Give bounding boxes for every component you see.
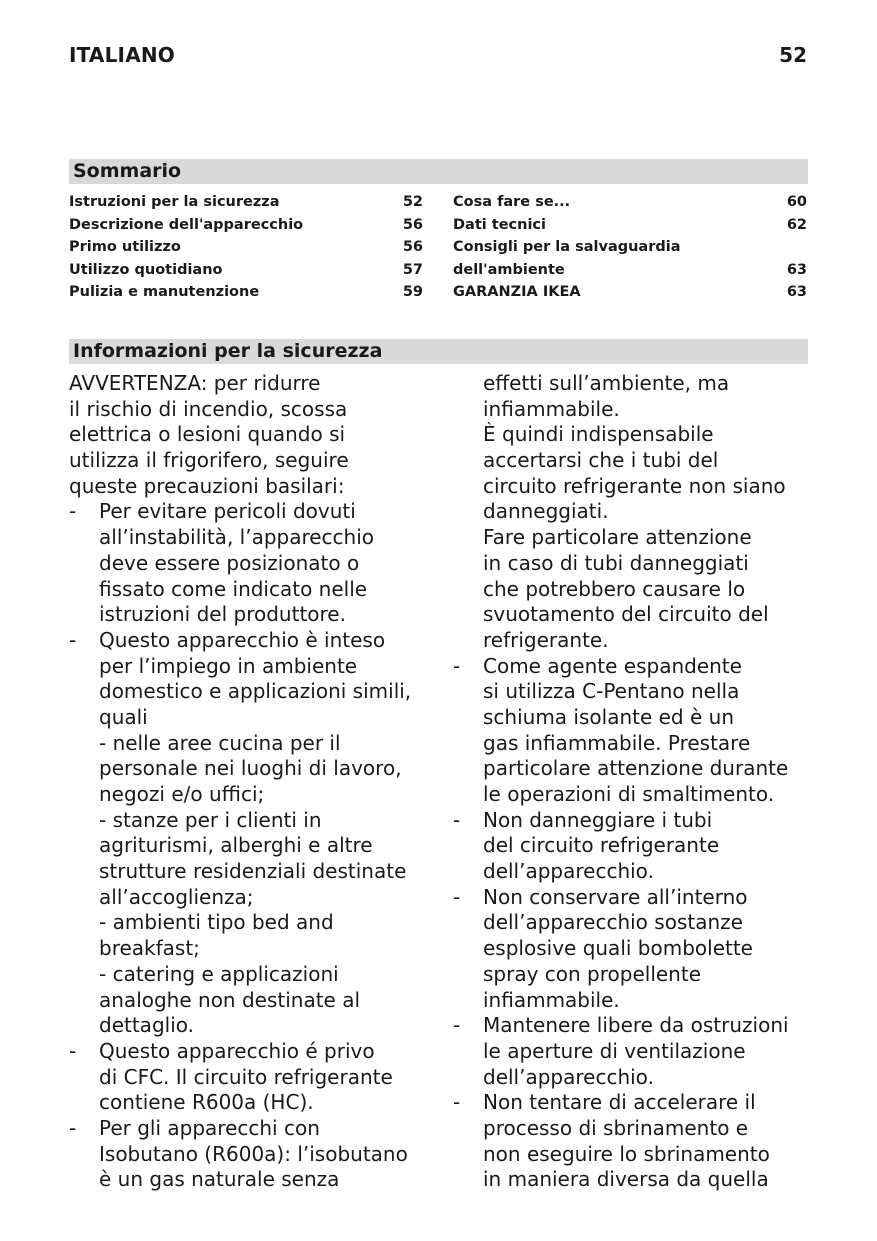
text-line <box>69 731 439 757</box>
toc-entry-label: Pulizia e manutenzione <box>69 284 260 300</box>
text-line <box>453 808 813 834</box>
text-line <box>69 499 439 525</box>
text-line-content: Non conservare all’interno <box>483 884 748 909</box>
text-line-content: - ambienti tipo bed and <box>99 910 334 935</box>
text-line-content: - catering e applicazioni <box>99 961 339 986</box>
text-line-content: negozi e/o uffici; <box>99 782 265 806</box>
text-line <box>453 654 813 680</box>
text-line-content: Mantenere libere da ostruzioni <box>483 1013 789 1038</box>
safety-heading-bar <box>69 339 808 364</box>
toc-entry-page: 59 <box>402 284 423 300</box>
text-line-content: dell’apparecchio. <box>483 859 654 884</box>
toc-left-column <box>69 191 423 304</box>
text-line-content: personale nei luoghi di lavoro, <box>99 756 402 781</box>
toc-entry <box>69 259 423 282</box>
text-line <box>453 936 813 962</box>
text-line-content: È quindi indispensabile <box>483 422 714 447</box>
text-line <box>453 756 813 782</box>
text-line <box>453 679 813 705</box>
toc-entry <box>453 259 807 282</box>
text-line-content: esplosive quali bombolette <box>483 936 753 961</box>
text-line <box>453 448 813 474</box>
text-line-content: dettaglio. <box>99 1013 194 1038</box>
toc-entry-label: Descrizione dell'apparecchio <box>69 216 304 233</box>
text-line <box>69 833 439 859</box>
text-line <box>453 371 813 397</box>
text-line <box>453 422 813 448</box>
text-line-content: istruzioni del produttore. <box>99 602 346 627</box>
text-line-content: svuotamento del circuito del <box>483 602 769 627</box>
safety-text-left-column <box>69 371 439 1193</box>
text-line-content: dell’apparecchio. <box>483 1064 654 1089</box>
text-line-content: - nelle aree cucina per il <box>99 730 341 755</box>
toc-entry-label: Consigli per la salvaguardia <box>453 239 681 255</box>
bullet-dash: - <box>453 1013 461 1038</box>
text-line-content: Per evitare pericoli dovuti <box>99 499 356 524</box>
text-line <box>453 474 813 500</box>
text-line <box>69 422 439 448</box>
toc-entry-page: 57 <box>402 261 423 278</box>
toc-entry <box>453 281 807 304</box>
text-line <box>69 1142 439 1168</box>
toc-entry-page: 56 <box>402 239 423 255</box>
text-line <box>69 397 439 423</box>
text-line-content: il rischio di incendio, scossa <box>69 396 348 421</box>
text-line-content: domestico e applicazioni simili, <box>99 679 412 704</box>
text-line-content: che potrebbero causare lo <box>483 576 746 601</box>
text-line-content: spray con propellente <box>483 961 702 986</box>
text-line-content: quali <box>99 704 148 729</box>
text-line <box>69 551 439 577</box>
text-line <box>69 910 439 936</box>
bullet-dash: - <box>69 1115 77 1140</box>
text-line <box>69 859 439 885</box>
text-line <box>453 1142 813 1168</box>
text-line-content: infiammabile. <box>483 396 620 421</box>
text-line <box>69 936 439 962</box>
toc-entry <box>69 236 423 259</box>
text-line-content: gas infiammabile. Prestare <box>483 730 751 755</box>
toc-entry <box>69 281 423 304</box>
bullet-dash: - <box>453 1090 461 1115</box>
text-line-content: - stanze per i clienti in <box>99 807 322 832</box>
toc-right-column <box>453 191 807 304</box>
text-line <box>69 602 439 628</box>
text-line <box>69 782 439 808</box>
text-line <box>69 577 439 603</box>
text-line-content: contiene R600a (HC). <box>99 1090 314 1115</box>
text-line <box>69 679 439 705</box>
text-line-content: analoghe non destinate al <box>99 987 361 1012</box>
toc-entry-page: 60 <box>786 194 807 210</box>
toc-heading-bar <box>69 159 808 184</box>
text-line-content: all’instabilità, l’apparecchio <box>99 525 375 550</box>
text-line-content: AVVERTENZA: per ridurre <box>69 371 321 395</box>
text-line <box>69 654 439 680</box>
text-line <box>453 833 813 859</box>
toc-entry-page: 56 <box>402 216 423 233</box>
page-number: 52 <box>779 43 807 67</box>
text-line <box>453 577 813 603</box>
toc-entry-label: dell'ambiente <box>453 261 565 278</box>
text-line <box>69 474 439 500</box>
text-line-content: Non tentare di accelerare il <box>483 1090 756 1115</box>
text-line <box>69 808 439 834</box>
text-line <box>453 551 813 577</box>
toc-entry <box>453 236 807 259</box>
text-line <box>453 602 813 628</box>
text-line-content: accertarsi che i tubi del <box>483 448 719 473</box>
text-line <box>453 1116 813 1142</box>
text-line <box>453 1013 813 1039</box>
text-line <box>69 1039 439 1065</box>
safety-title: Informazioni per la sicurezza <box>73 340 383 362</box>
toc-entry-page: 63 <box>786 284 807 300</box>
toc-entry <box>453 191 807 214</box>
text-line-content: Questo apparecchio é privo <box>99 1038 375 1063</box>
text-line <box>69 1065 439 1091</box>
text-line <box>69 705 439 731</box>
bullet-dash: - <box>453 884 461 909</box>
text-line <box>453 859 813 885</box>
toc-entry-page: 63 <box>786 261 807 278</box>
text-line <box>69 1116 439 1142</box>
toc-entry-label: Dati tecnici <box>453 216 546 233</box>
text-line-content: è un gas naturale senza <box>99 1167 340 1192</box>
text-line-content: elettrica o lesioni quando si <box>69 422 346 447</box>
safety-text-right-column <box>453 371 813 1193</box>
text-line-content: in maniera diversa da quella <box>483 1167 769 1192</box>
text-line-content: si utilizza C-Pentano nella <box>483 679 740 704</box>
text-line-content: breakfast; <box>99 936 200 961</box>
text-line-content: fissato come indicato nelle <box>99 576 368 601</box>
text-line-content: queste precauzioni basilari: <box>69 473 345 498</box>
header-language: ITALIANO <box>69 43 176 67</box>
text-line <box>453 705 813 731</box>
text-line <box>453 1065 813 1091</box>
text-line-content: in caso di tubi danneggiati <box>483 550 749 575</box>
text-line <box>69 525 439 551</box>
text-line-content: infiammabile. <box>483 987 620 1012</box>
text-line <box>69 988 439 1014</box>
text-line-content: processo di sbrinamento e <box>483 1115 749 1140</box>
toc-entry <box>69 214 423 237</box>
bullet-dash: - <box>69 627 77 652</box>
text-line <box>453 525 813 551</box>
text-line-content: Isobutano (R600a): l’isobutano <box>99 1141 408 1166</box>
text-line-content: per l’impiego in ambiente <box>99 653 358 678</box>
text-line <box>69 756 439 782</box>
text-line <box>453 397 813 423</box>
text-line-content: del circuito refrigerante <box>483 833 720 858</box>
text-line <box>453 885 813 911</box>
text-line <box>69 1013 439 1039</box>
text-line-content: le operazioni di smaltimento. <box>483 782 775 806</box>
text-line-content: Questo apparecchio è inteso <box>99 627 386 652</box>
text-line <box>453 628 813 654</box>
text-line-content: agriturismi, alberghi e altre <box>99 833 373 858</box>
text-line-content: le aperture di ventilazione <box>483 1038 746 1063</box>
text-line <box>453 1090 813 1116</box>
text-line <box>453 988 813 1014</box>
toc-entry <box>453 214 807 237</box>
text-line <box>69 1090 439 1116</box>
text-line <box>453 1039 813 1065</box>
toc-entry-label: Cosa fare se... <box>453 194 571 210</box>
text-line <box>69 628 439 654</box>
text-line-content: all’accoglienza; <box>99 884 254 909</box>
bullet-dash: - <box>453 653 461 678</box>
toc-entry-page: 62 <box>786 216 807 233</box>
toc-entry-label: Utilizzo quotidiano <box>69 261 223 278</box>
text-line <box>69 448 439 474</box>
text-line <box>69 885 439 911</box>
text-line-content: Per gli apparecchi con <box>99 1115 320 1140</box>
text-line-content: dell’apparecchio sostanze <box>483 910 743 935</box>
text-line-content: Non danneggiare i tubi <box>483 807 713 832</box>
text-line <box>453 499 813 525</box>
toc-entry-label: Istruzioni per la sicurezza <box>69 194 280 210</box>
text-line-content: di CFC. Il circuito refrigerante <box>99 1064 393 1089</box>
text-line-content: refrigerante. <box>483 627 609 652</box>
text-line-content: deve essere posizionato o <box>99 550 360 575</box>
text-line-content: particolare attenzione durante <box>483 756 789 781</box>
text-line-content: utilizza il frigorifero, seguire <box>69 448 349 473</box>
text-line-content: danneggiati. <box>483 499 609 524</box>
text-line-content: non eseguire lo sbrinamento <box>483 1141 770 1166</box>
text-line <box>453 1167 813 1193</box>
text-line-content: circuito refrigerante non siano <box>483 473 786 498</box>
text-line <box>69 1167 439 1193</box>
text-line <box>69 371 439 397</box>
toc-entry <box>69 191 423 214</box>
text-line-content: schiuma isolante ed è un <box>483 704 734 729</box>
toc-title: Sommario <box>73 160 182 182</box>
text-line-content: effetti sull’ambiente, ma <box>483 371 730 395</box>
toc-entry-label: Primo utilizzo <box>69 239 181 255</box>
bullet-dash: - <box>453 807 461 832</box>
text-line <box>69 962 439 988</box>
text-line <box>453 731 813 757</box>
text-line <box>453 962 813 988</box>
text-line-content: Come agente espandente <box>483 653 742 678</box>
text-line-content: strutture residenziali destinate <box>99 859 407 884</box>
text-line <box>453 910 813 936</box>
toc-entry-label: GARANZIA IKEA <box>453 284 581 300</box>
text-line <box>453 782 813 808</box>
bullet-dash: - <box>69 1038 77 1063</box>
bullet-dash: - <box>69 499 77 524</box>
text-line-content: Fare particolare attenzione <box>483 525 752 550</box>
toc-entry-page: 52 <box>402 194 423 210</box>
